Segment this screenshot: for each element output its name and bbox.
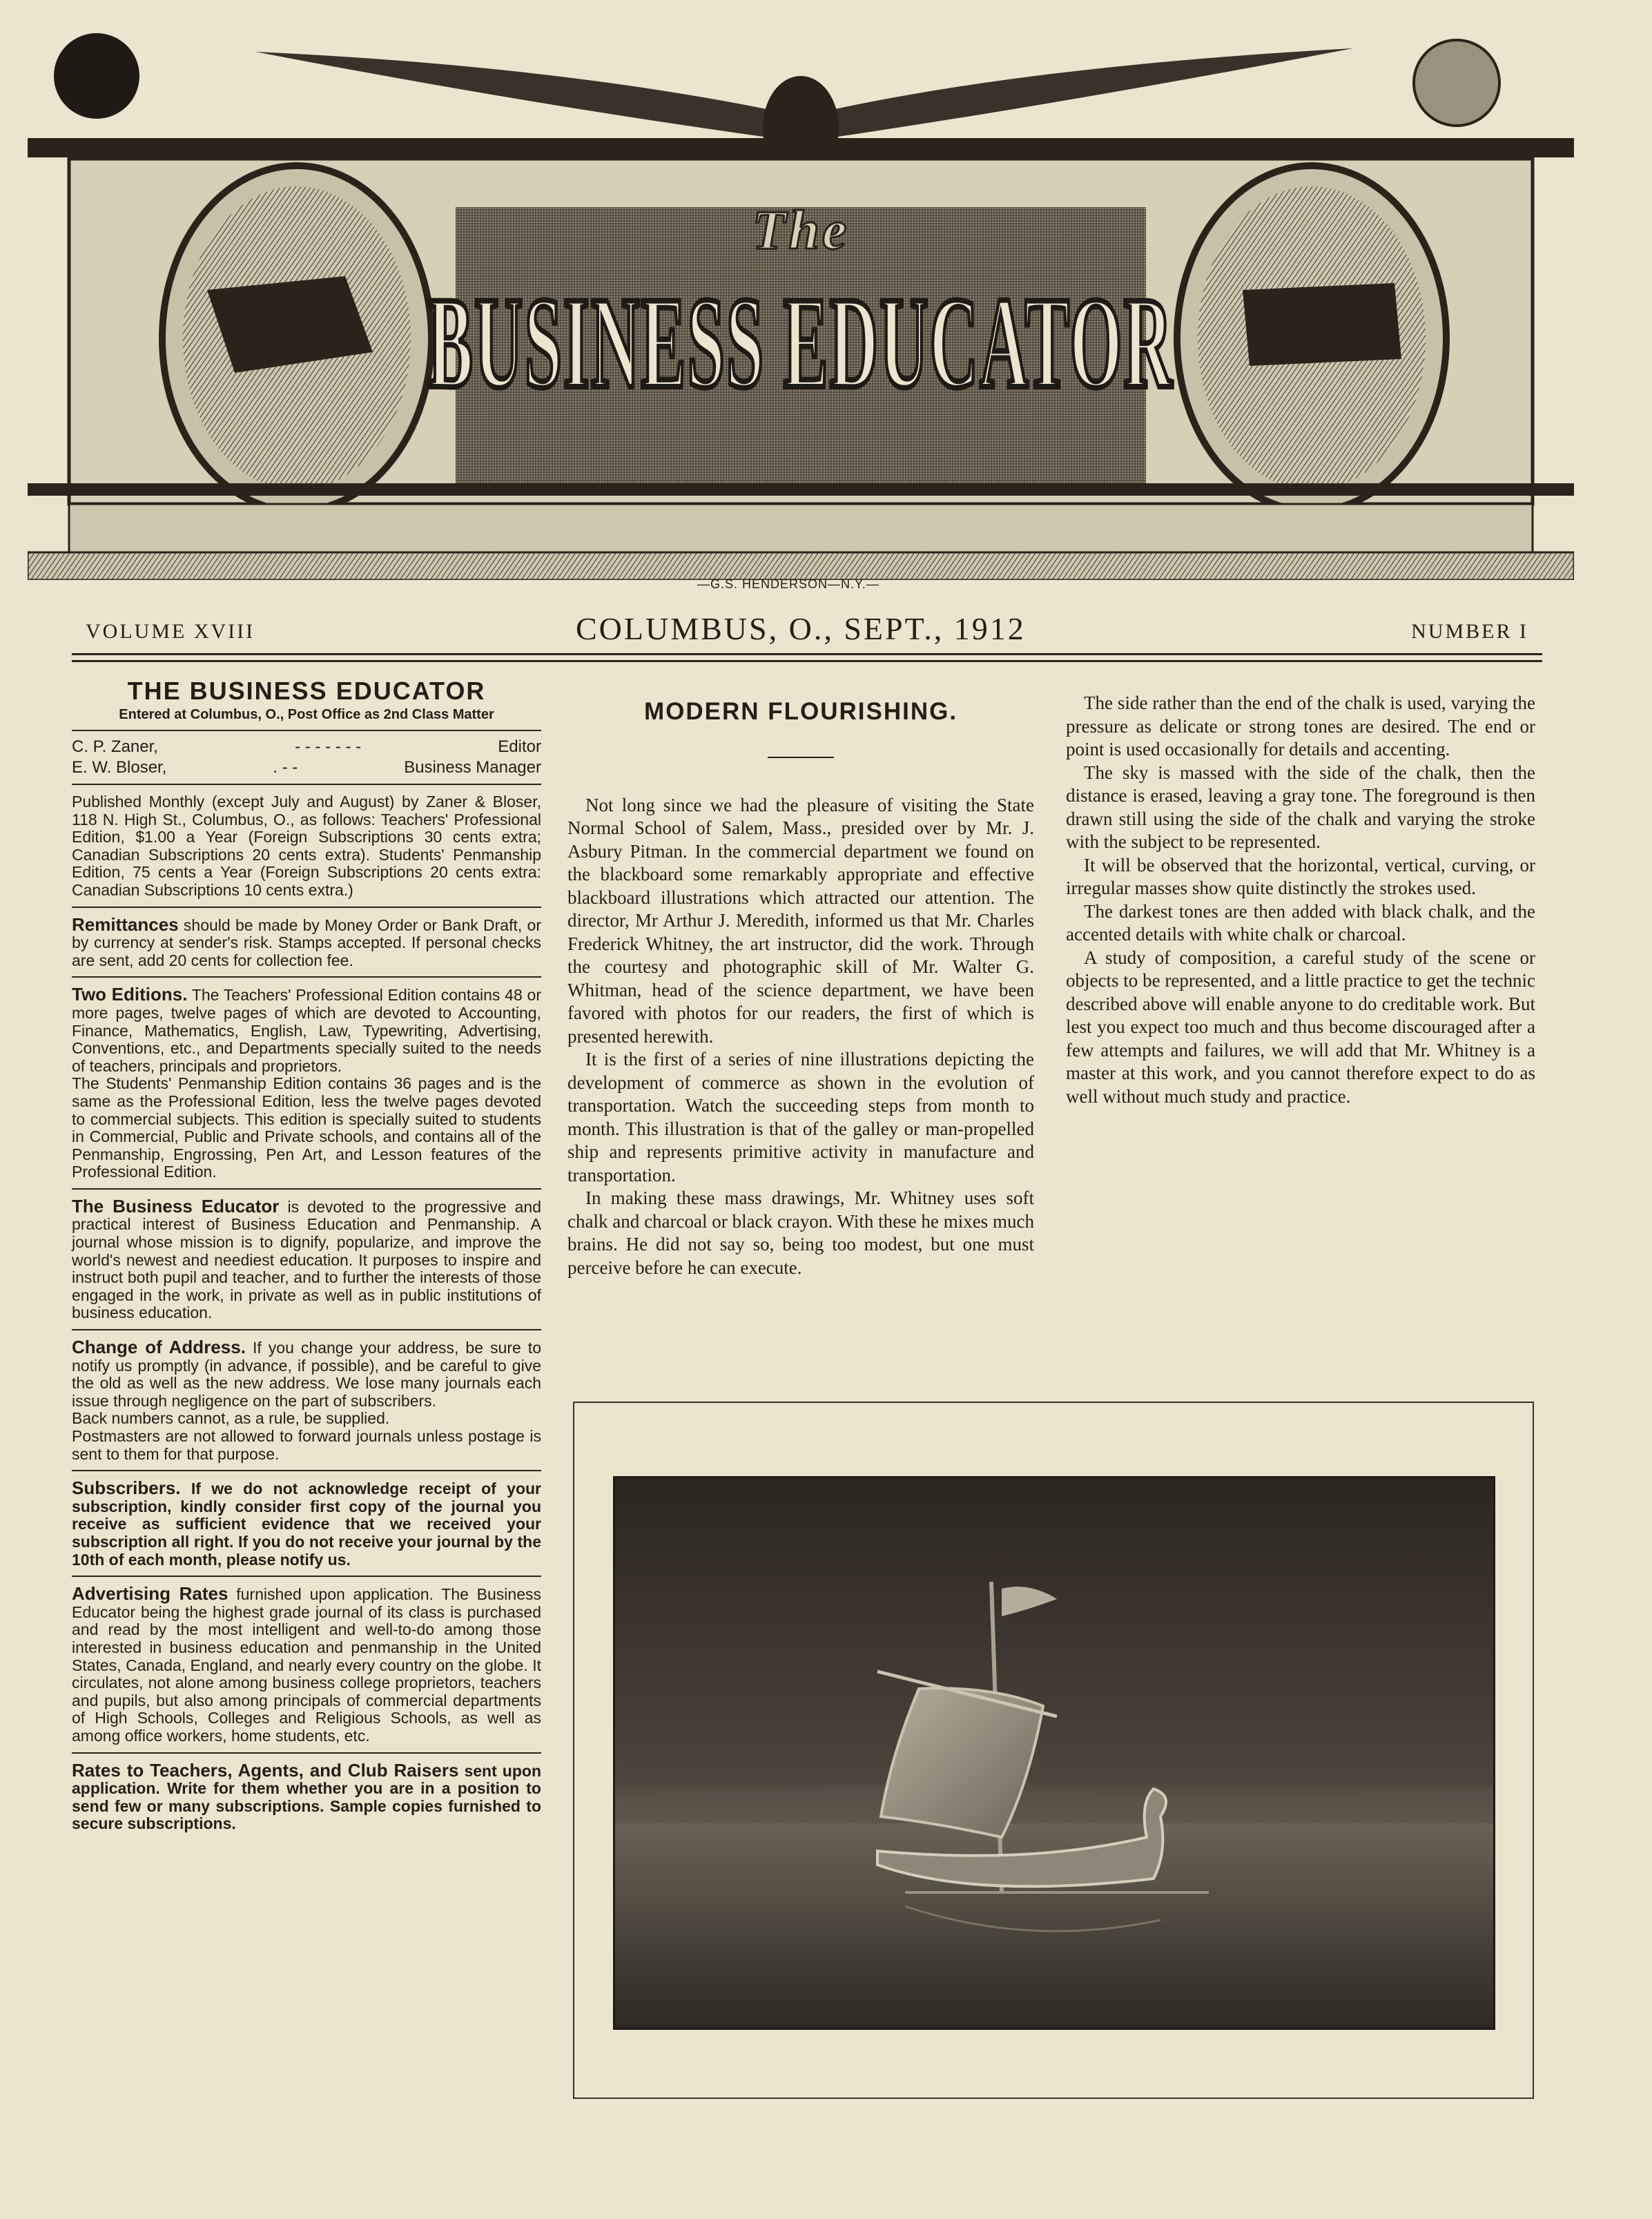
divider <box>72 907 541 908</box>
editions-notice: Two Editions. The Teachers' Professional Edition contains 48 or more pages, twelve pages of which are devoted to Accounting, Finance, Mathematics, English, Law, Typewriting, Advertising, Conventions, etc., and Departments specially suited to the needs of teachers, principals and proprietors. The Students' Penmanship Edition contains 36 pages and is the same as the Professional Edition, less the twelve pages devoted to commercial subjects. This edition is specially suited to students in Commercial, Public and Private schools, and contains all of the Penmanship, Engrossing, Pen Art, and Lesson features of the Professional Edition. <box>72 984 541 1181</box>
engraver-credit: —G.S. HENDERSON—N.Y.— <box>697 577 880 591</box>
article-paragraph: It is the first of a series of nine illustrations depicting the development of commerce as shown in the evolution of transportation. Watch the succeeding steps from month to month. This illustration is that of the galley or man-propelled ship and represents primitive activity in manufacture and transportation. <box>567 1049 1034 1185</box>
staff-row-manager <box>72 757 541 778</box>
volume-label: VOLUME XVIII <box>86 620 255 643</box>
article-paragraph: Not long since we had the pleasure of visiting the State Normal School of Salem, Mass., presided over by Mr. J. Asbury Pitman. In the commercial department we found on the blackboard some remarkably appropriate and effective blackboard illustrations which attracted our attention. The director, Mr Arthur J. Meredith, informed us that Mr. Charles Frederick Whitney, the art instructor, did the work. Through the courtesy and photographic skill of Mr. Walter G. Whitman, head of the science department, we have been favored with photos for our readers, the first of which is presented herewith. <box>567 794 1034 1047</box>
staff-role: Editor <box>498 737 541 756</box>
issue-number: NUMBER I <box>1411 620 1528 643</box>
staff-name: E. W. Bloser, <box>72 758 167 777</box>
article-column-1 <box>567 690 1034 1279</box>
masthead-title-small: The <box>752 200 850 261</box>
masthead-illustration <box>28 28 1574 580</box>
galley-ship-icon <box>615 1478 1493 2028</box>
subscription-terms: Published Monthly (except July and August) by Zaner & Bloser, 118 N. High St., Columbus, O., as follows: Teachers' Professional Edition, $1.00 a Year (Foreign Subscriptions 30 cents extra; Canadian Subscriptions 20 cents extra). Students' Penmanship Edition, 75 cents a Year (Foreign Subscriptions 20 cents extra: Canadian Subscriptions 10 cents extra.) <box>72 793 541 899</box>
article-paragraph: The darkest tones are then added with black chalk, and the accented details with white chalk or charcoal. <box>1066 900 1535 944</box>
publisher-box <box>72 677 541 1840</box>
dateline <box>72 606 1542 646</box>
masthead <box>28 28 1574 580</box>
article-paragraph: The sky is massed with the side of the chalk, then the distance is erased, leaving a gray tone. The foreground is then drawn still using the side of the chalk and varying the stroke with the subject to be represented. <box>1066 762 1535 852</box>
divider <box>72 1329 541 1330</box>
article-column-2 <box>1066 692 1535 1108</box>
galley-illustration <box>613 1476 1495 2030</box>
divider <box>72 784 541 785</box>
subscribers-notice: Subscribers. If we do not acknowledge receipt of your subscription, kindly consider first copy of the journal you receive as sufficient evidence that we received your subscription all right. If you do not receive your journal by the 10th of each month, please notify us. <box>72 1477 541 1569</box>
article-paragraph: In making these mass drawings, Mr. Whitney uses soft chalk and charcoal or black crayon. With these he mixes much brains. He did not say so, being too modest, but one must perceive before he can execute. <box>567 1188 1034 1278</box>
staff-dots: - - - - - - - <box>295 737 362 756</box>
place-date: COLUMBUS, O., SEPT., 1912 <box>576 611 1026 646</box>
staff-role: Business Manager <box>404 758 541 777</box>
globe-left-icon <box>54 33 139 119</box>
postal-notice: Entered at Columbus, O., Post Office as 2nd Class Matter <box>119 707 494 722</box>
title-rule <box>768 757 834 758</box>
article-title: MODERN FLOURISHING. <box>643 698 958 725</box>
steamship-right-icon <box>1243 283 1401 366</box>
article-paragraph: The side rather than the end of the chalk is used, varying the pressure as delicate or strong tones are desired. The end or point is used occasionally for details and accenting. <box>1066 692 1535 759</box>
divider <box>72 976 541 978</box>
globe-right-icon <box>1414 40 1499 126</box>
change-of-address-notice: Change of Address. If you change your address, be sure to notify us promptly (in advance, if possible), and be careful to give the old as well as the new address. We lose many journals each issue through negligence on the part of subscribers. Back numbers cannot, as a rule, be supplied. Postmasters are not allowed to forward journals unless postage is sent to them for that purpose. <box>72 1337 541 1463</box>
divider <box>72 1752 541 1754</box>
divider <box>72 1188 541 1190</box>
staff-row-editor <box>72 737 541 757</box>
staff-name: C. P. Zaner, <box>72 737 158 756</box>
masthead-title: BUSINESS EDUCATOR <box>428 271 1174 416</box>
advertising-notice: Advertising Rates furnished upon application. The Business Educator being the highest grade journal of its class is purchased and read by the most intelligent and well-to-do among those interested in business education and penmanship in the United States, Canada, England, and nearly every country on the globe. It circulates, not alone among business college proprietors, teachers and pupils, but also among principals of commercial departments of High Schools, Colleges and Religious Schools, as well as among office workers, home students, etc. <box>72 1583 541 1745</box>
dateline-rule <box>72 653 1542 655</box>
divider <box>72 1470 541 1471</box>
rates-notice: Rates to Teachers, Agents, and Club Raisers sent upon application. Write for them whether you are in a position to send few or many subscriptions. Sample copies furnished to secure subscriptions. <box>72 1759 541 1833</box>
divider <box>72 1576 541 1577</box>
remittances-notice: Remittances should be made by Money Order or Bank Draft, or by currency at sender's risk. Stamps accepted. If personal checks are sent, add 20 cents for collection fee. <box>72 913 541 969</box>
publisher-title: THE BUSINESS EDUCATOR <box>127 677 486 705</box>
article-paragraph: A study of composition, a careful study of the scene or objects to be represented, and a little practice to get the technic described above will enable anyone to do creditable work. But lest you expect too much and thus become discouraged after a few attempts and failures, we will add that Mr. Whitney is a master at this work, and you cannot therefore expect to do as well without much study and practice. <box>1066 947 1535 1107</box>
dateline-rule-2 <box>72 660 1542 662</box>
staff-dots: . - - <box>273 758 298 777</box>
mission-notice: The Business Educator is devoted to the progressive and practical interest of Business Education and Penmanship. A journal whose mission is to dignify, popularize, and improve the world's newest and neediest education. It purposes to inspire and instruct both pupil and teacher, and to further the interests of those engaged in the work, in private as well as in public institutions of business education. <box>72 1195 542 1322</box>
article-paragraph: It will be observed that the horizontal, vertical, curving, or irregular masses show quite distinctly the strokes used. <box>1066 854 1535 898</box>
divider <box>72 730 541 731</box>
